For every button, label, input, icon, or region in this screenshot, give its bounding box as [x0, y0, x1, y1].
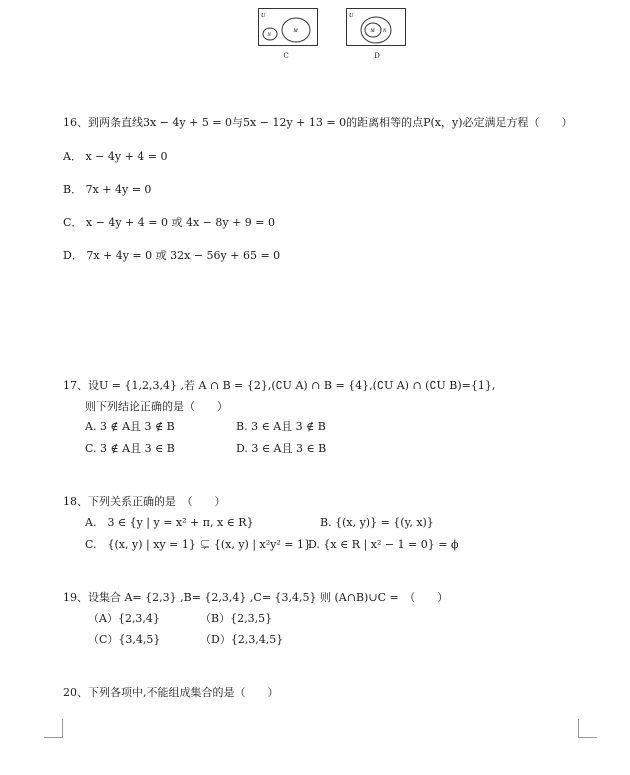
venn-c-u-label: U — [261, 13, 266, 19]
venn-diagram-c — [258, 8, 318, 48]
q19-option-b: （B）{2,3,5} — [200, 612, 273, 625]
q19-stem: 19、设集合 A= {2,3} ,B= {2,3,4} ,C= {3,4,5} 则 (A∩B)∪C = （ ） — [63, 591, 449, 604]
q18-option-b: B. {(x, y)} = {(y, x)} — [320, 516, 434, 529]
q17-option-a: A. 3 ∉ A且 3 ∉ B — [85, 420, 175, 433]
q17-option-b: B. 3 ∈ A且 3 ∉ B — [236, 420, 326, 433]
venn-c-n-label: N — [267, 33, 271, 38]
q16-option-a: A． x − 4y + 4 = 0 — [63, 150, 168, 163]
q17-stem-line2: 则下列结论正确的是（ ） — [85, 400, 228, 413]
q18-option-d: D. {x ∈ R | x² − 1 = 0} = ϕ — [308, 538, 459, 551]
q20-stem: 20、下列各项中,不能组成集合的是（ ） — [63, 686, 279, 699]
q16-stem: 16、到两条直线3x − 4y + 5 = 0与5x − 12y + 13 = 0的距离相等的点P(x，y)必定满足方程（ ） — [63, 116, 573, 129]
venn-d-n-label: N — [383, 29, 387, 34]
q17-option-c: C. 3 ∉ A且 3 ∈ B — [85, 442, 175, 455]
q18-option-c: C. {(x, y) | xy = 1} ⊊ {(x, y) | x²y² = 1} — [85, 538, 311, 551]
q19-option-d: （D）{2,3,4,5} — [200, 633, 284, 646]
q16-option-d: D． 7x + 4y = 0 或 32x − 56y + 65 = 0 — [63, 249, 281, 262]
crop-mark-right — [578, 719, 597, 738]
venn-d-caption: D — [374, 52, 380, 60]
q16-option-c: C． x − 4y + 4 = 0 或 4x − 8y + 9 = 0 — [63, 216, 275, 229]
venn-c-caption: C — [283, 52, 289, 60]
venn-c-m-label: M — [293, 29, 298, 34]
venn-d-m-label: M — [370, 29, 375, 34]
q17-option-d: D. 3 ∈ A且 3 ∈ B — [236, 442, 327, 455]
q18-option-a: A. 3 ∈ {y | y = x² + π, x ∈ R} — [85, 516, 254, 529]
q19-option-c: （C）{3,4,5} — [88, 633, 161, 646]
q18-stem: 18、下列关系正确的是 （ ） — [63, 495, 226, 508]
q16-option-b: B． 7x + 4y = 0 — [63, 183, 152, 196]
q17-stem: 17、设U = {1,2,3,4} ,若 A ∩ B = {2},(∁U A) ∩ B = {4},(∁U A) ∩ (∁U B)={1}, — [63, 379, 496, 392]
venn-d-u-label: U — [349, 13, 354, 19]
venn-diagram-d — [346, 8, 406, 48]
q19-option-a: （A）{2,3,4} — [88, 612, 160, 625]
crop-mark-left — [44, 719, 63, 738]
